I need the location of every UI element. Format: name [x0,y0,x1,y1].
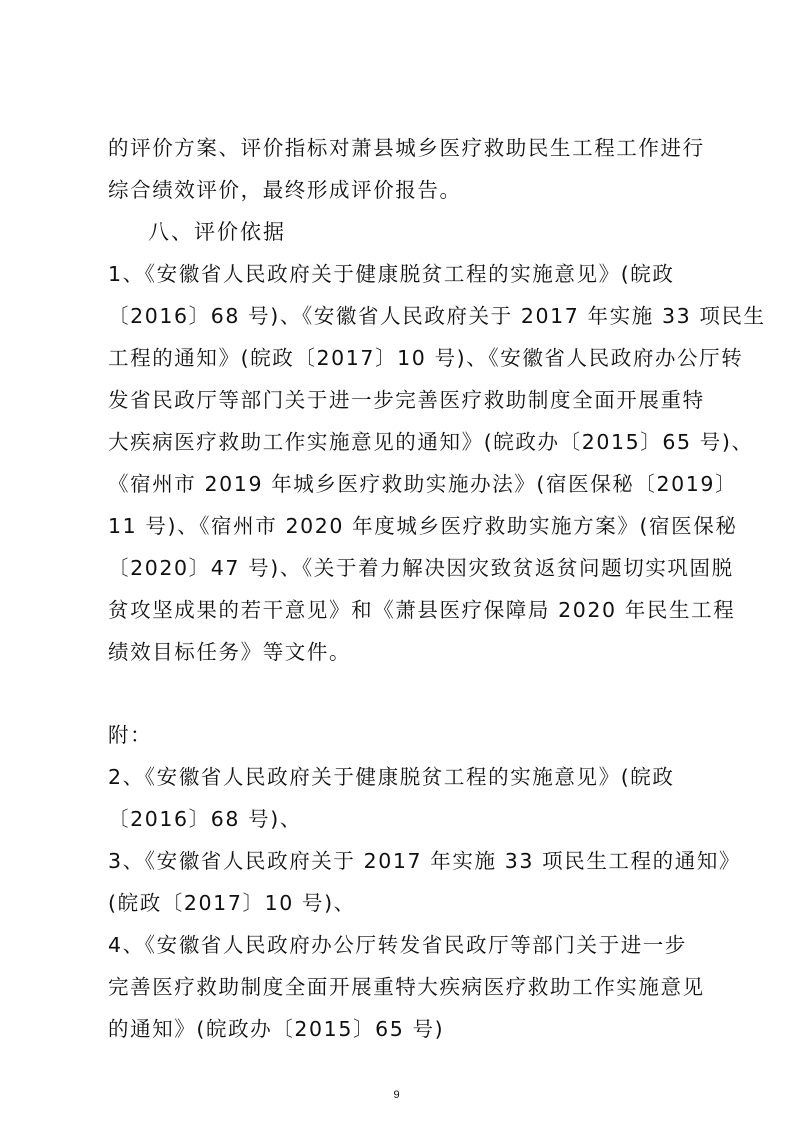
basis-line-8: 〔2020〕47 号)、《关于着力解决因灾致贫返贫问题切实巩固脱 [108,556,734,580]
basis-line-9: 贫攻坚成果的若干意见》和《萧县医疗保障局 2020 年民生工程 [108,598,736,622]
appendix-line-2: 〔2016〕68 号)、 [108,807,302,831]
basis-line-1: 1、《安徽省人民政府关于健康脱贫工程的实施意见》(皖政 [108,262,675,286]
basis-line-5: 大疾病医疗救助工作实施意见的通知》(皖政办〔2015〕65 号)、 [108,430,754,454]
appendix-label: 附： [108,723,153,747]
intro-line-1: 的评价方案、评价指标对萧县城乡医疗救助民生工程工作进行 [108,136,705,160]
intro-line-2: 综合绩效评价，最终形成评价报告。 [108,178,462,202]
basis-line-7: 11 号)、《宿州市 2020 年度城乡医疗救助实施方案》(宿医保秘 [108,514,738,538]
appendix-line-6: 完善医疗救助制度全面开展重特大疾病医疗救助工作实施意见 [108,975,705,999]
page-number: 9 [393,1089,400,1101]
basis-line-6: 《宿州市 2019 年城乡医疗救助实施办法》(宿医保秘〔2019〕 [108,472,738,496]
appendix-line-7: 的通知》(皖政办〔2015〕65 号) [108,1017,445,1041]
appendix-line-4: (皖政〔2017〕10 号)、 [108,891,356,915]
appendix-line-5: 4、《安徽省人民政府办公厅转发省民政厅等部门关于进一步 [108,933,687,957]
appendix-line-3: 3、《安徽省人民政府关于 2017 年实施 33 项民生工程的通知》 [108,849,742,873]
basis-line-4: 发省民政厅等部门关于进一步完善医疗救助制度全面开展重特 [108,388,705,412]
section-heading: 八、评价依据 [148,220,286,244]
basis-line-2: 〔2016〕68 号)、《安徽省人民政府关于 2017 年实施 33 项民生 [108,304,766,328]
appendix-line-1: 2、《安徽省人民政府关于健康脱贫工程的实施意见》(皖政 [108,765,675,789]
basis-line-3: 工程的通知》(皖政〔2017〕10 号)、《安徽省人民政府办公厅转 [108,346,744,370]
basis-line-10: 绩效目标任务》等文件。 [108,640,352,664]
